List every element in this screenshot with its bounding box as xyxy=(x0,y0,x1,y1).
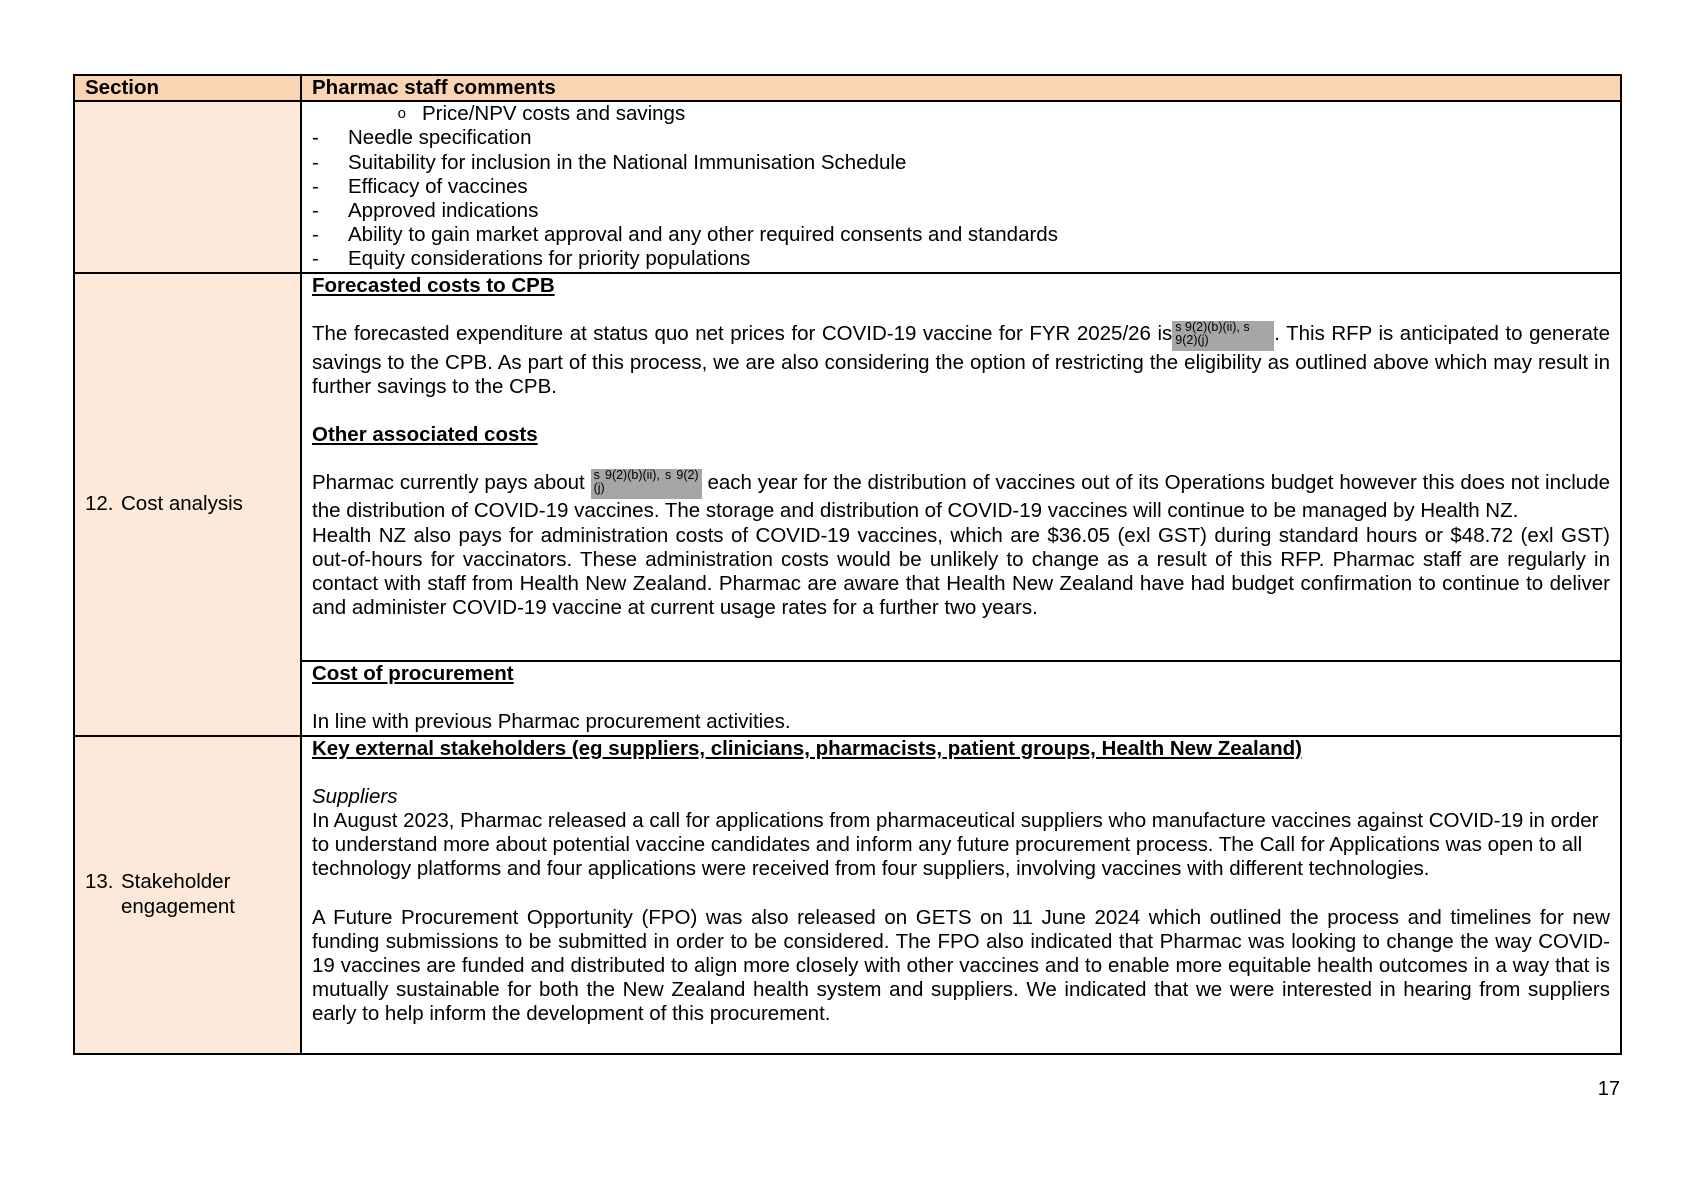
table-row xyxy=(74,101,1621,272)
dash-bullet-icon: - xyxy=(312,199,319,223)
list-item: - Suitability for inclusion in the National Immunisation Schedule xyxy=(312,150,907,174)
redaction-box: s 9(2)(b)(ii), s 9(2)(j) xyxy=(591,469,702,499)
admin-costs-paragraph: Health NZ also pays for administration costs of COVID-19 vaccines, which are $36.05 (exl GST) during standard hours or $48.72 (exl GST) out-of-hours for vaccinators. These administration costs would be unlikely to change as a result of this RFP. Pharmac staff are regularly in contact with staff from Health New Zealand. Pharmac are aware that Health New Zealand have had budget confirmation to continue to deliver and administer COVID-19 vaccine at current usage rates for a further two years. xyxy=(312,523,1610,620)
other-costs-heading: Other associated costs xyxy=(312,423,538,447)
procurement-heading: Cost of procurement xyxy=(312,661,514,685)
header-section: Section xyxy=(74,75,301,101)
list-item: - Efficacy of vaccines xyxy=(312,174,528,198)
section-cell-stakeholder: 13. Stakeholder engagement xyxy=(74,736,301,1054)
other-costs-paragraph: Pharmac currently pays about s 9(2)(b)(ii), s 9(2)(j) each year for the distribution of vaccines out of its Operations budget however this does not include the distribution of COVID-19 vaccines. The storage and distribution of COVID-19 vaccines will continue to be managed by Health NZ. xyxy=(312,468,1610,523)
list-item: o Price/NPV costs and savings xyxy=(312,102,1610,126)
list-item: - Approved indications xyxy=(312,199,539,223)
section-cell-cost-analysis: 12. Cost analysis xyxy=(74,273,301,736)
forecast-heading: Forecasted costs to CPB xyxy=(312,273,555,297)
redaction-box: s 9(2)(b)(ii), s 9(2)(j) xyxy=(1172,321,1274,351)
comments-table xyxy=(73,74,1622,1055)
comments-cell xyxy=(301,736,1621,1054)
comments-cell xyxy=(301,661,1621,736)
table-row xyxy=(74,736,1621,1054)
dash-bullet-icon: - xyxy=(312,150,319,174)
stakeholders-heading: Key external stakeholders (eg suppliers, clinicians, pharmacists, patient groups, Health New Zealand) xyxy=(312,736,1302,760)
call-for-applications-paragraph: In August 2023, Pharmac released a call for applications from pharmaceutical suppliers who manufacture vaccines against COVID-19 in order to understand more about potential vaccine candidates and inform any future procurement process. The Call for Applications was open to all technology platforms and four applications were received from four suppliers, involving vaccines with different technologies. xyxy=(312,809,1599,881)
table-header-row xyxy=(74,75,1621,101)
suppliers-subheading: Suppliers xyxy=(312,784,398,808)
list-item: - Ability to gain market approval and any other required consents and standards xyxy=(312,223,1058,247)
table-row xyxy=(74,661,1621,736)
page-number: 17 xyxy=(1597,1078,1620,1100)
list-item: - Equity considerations for priority populations xyxy=(312,247,751,271)
comments-cell xyxy=(301,273,1621,661)
dash-bullet-icon: - xyxy=(312,223,319,247)
circle-bullet-icon: o xyxy=(397,105,406,123)
table-row xyxy=(74,273,1621,661)
dash-bullet-icon: - xyxy=(312,247,319,271)
forecast-paragraph: The forecasted expenditure at status quo net prices for COVID-19 vaccine for FYR 2025/26 is s 9(2)(b)(ii), s 9(2)(j) . This RFP is anticipated to generate savings to the CPB. As part of this process, we are also considering the option of restricting the eligibility as outlined above which may result in further savings to the CPB. xyxy=(312,319,1610,399)
header-comments: Pharmac staff comments xyxy=(301,75,1621,101)
dash-bullet-icon: - xyxy=(312,174,319,198)
comments-cell xyxy=(301,101,1621,272)
fpo-paragraph: A Future Procurement Opportunity (FPO) was also released on GETS on 11 June 2024 which outlined the process and timelines for new funding submissions to be submitted in order to be considered. The FPO also indicated that Pharmac was looking to change the way COVID-19 vaccines are funded and distributed to align more closely with other vaccines and to enable more equitable health outcomes in a way that is mutually sustainable for both the New Zealand health system and suppliers. We indicated that we were interested in hearing from suppliers early to help inform the development of this procurement. xyxy=(312,905,1610,1026)
section-cell-empty xyxy=(74,101,301,272)
procurement-paragraph: In line with previous Pharmac procurement activities. xyxy=(312,709,791,733)
list-item: - Needle specification xyxy=(312,126,532,150)
dash-bullet-icon: - xyxy=(312,126,319,150)
